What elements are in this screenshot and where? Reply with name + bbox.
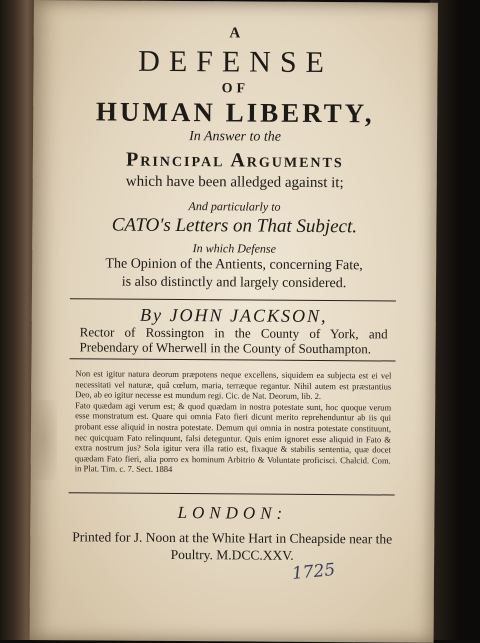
latin-quotation	[75, 368, 392, 476]
title-line-in-which: In which Defense	[192, 241, 276, 256]
title-line-defense: DEFENSE	[138, 44, 334, 80]
title-page	[30, 0, 438, 643]
author-by-line: By JOHN JACKSON,	[139, 304, 328, 327]
author-rector-line: Rector of Rossington in the County of York, and Prebendary of Wherwell in the County of Southampton.	[79, 324, 388, 357]
title-line-opinion: The Opinion of the Antients, concerning Fate,	[105, 256, 363, 274]
title-line-in-answer: In Answer to the	[189, 129, 282, 145]
title-line-human-liberty: HUMAN LIBERTY,	[95, 96, 375, 129]
title-line-cato: CATO's Letters on That Subject.	[111, 214, 358, 238]
title-line-a: A	[229, 25, 243, 42]
quotation-cicero: Non est igitur natura deorum præpotens neque excellens, siquidem ea subjecta est ei vel necessitati vel naturæ, quâ cœlum, maria, terræque regantur. Nihil autem est præstantius Deo, ab eo igitur necesse est mundum regi. Cic. de Nat. Deorum, lib. 2.	[75, 368, 392, 402]
title-line-distinctly: is also distinctly and largely considered.	[121, 274, 347, 292]
title-line-principal-arguments: Principal Arguments	[125, 148, 344, 173]
imprint-city: LONDON:	[177, 503, 288, 523]
divider-rule	[69, 492, 395, 495]
divider-rule	[69, 358, 395, 361]
title-line-of: OF	[221, 81, 250, 97]
handwritten-year: 1725	[291, 559, 337, 585]
background-right	[430, 0, 480, 640]
page-stain	[31, 400, 58, 480]
title-line-particularly: And particularly to	[188, 199, 281, 214]
imprint-printed-line: Printed for J. Noon at the White Hart in Cheapside near the Poultry. M.DCC.XXV.	[72, 529, 393, 563]
quotation-chalcidius: Fato quædam agi verum est; & quod quædam in nostra potestate sunt, hoc quoque verum esse monstratum est. Quare qui omnia Fato fieri dicunt merito reprehenduntur ab iis qui probant esse aliquid in nostra potestate. Demum qui omnia in nostra potestate constituunt, nec quicquam Fato relinquunt, falsi deteguntur. Quis enim ignoret esse aliquid in Fato & extra nostrum jus? Sola igitur vera illa ratio est, fixaque & stabilis sententia, quæ docet quædam Fato fieri, alia porro ex hominum Arbitrio & Voluntate proficisci. Chalcid. Com. in Plat. Tim. c. 7. Sect. 1884	[74, 400, 392, 475]
divider-rule	[70, 298, 396, 301]
title-line-which: which have been alledged against it;	[125, 173, 344, 192]
